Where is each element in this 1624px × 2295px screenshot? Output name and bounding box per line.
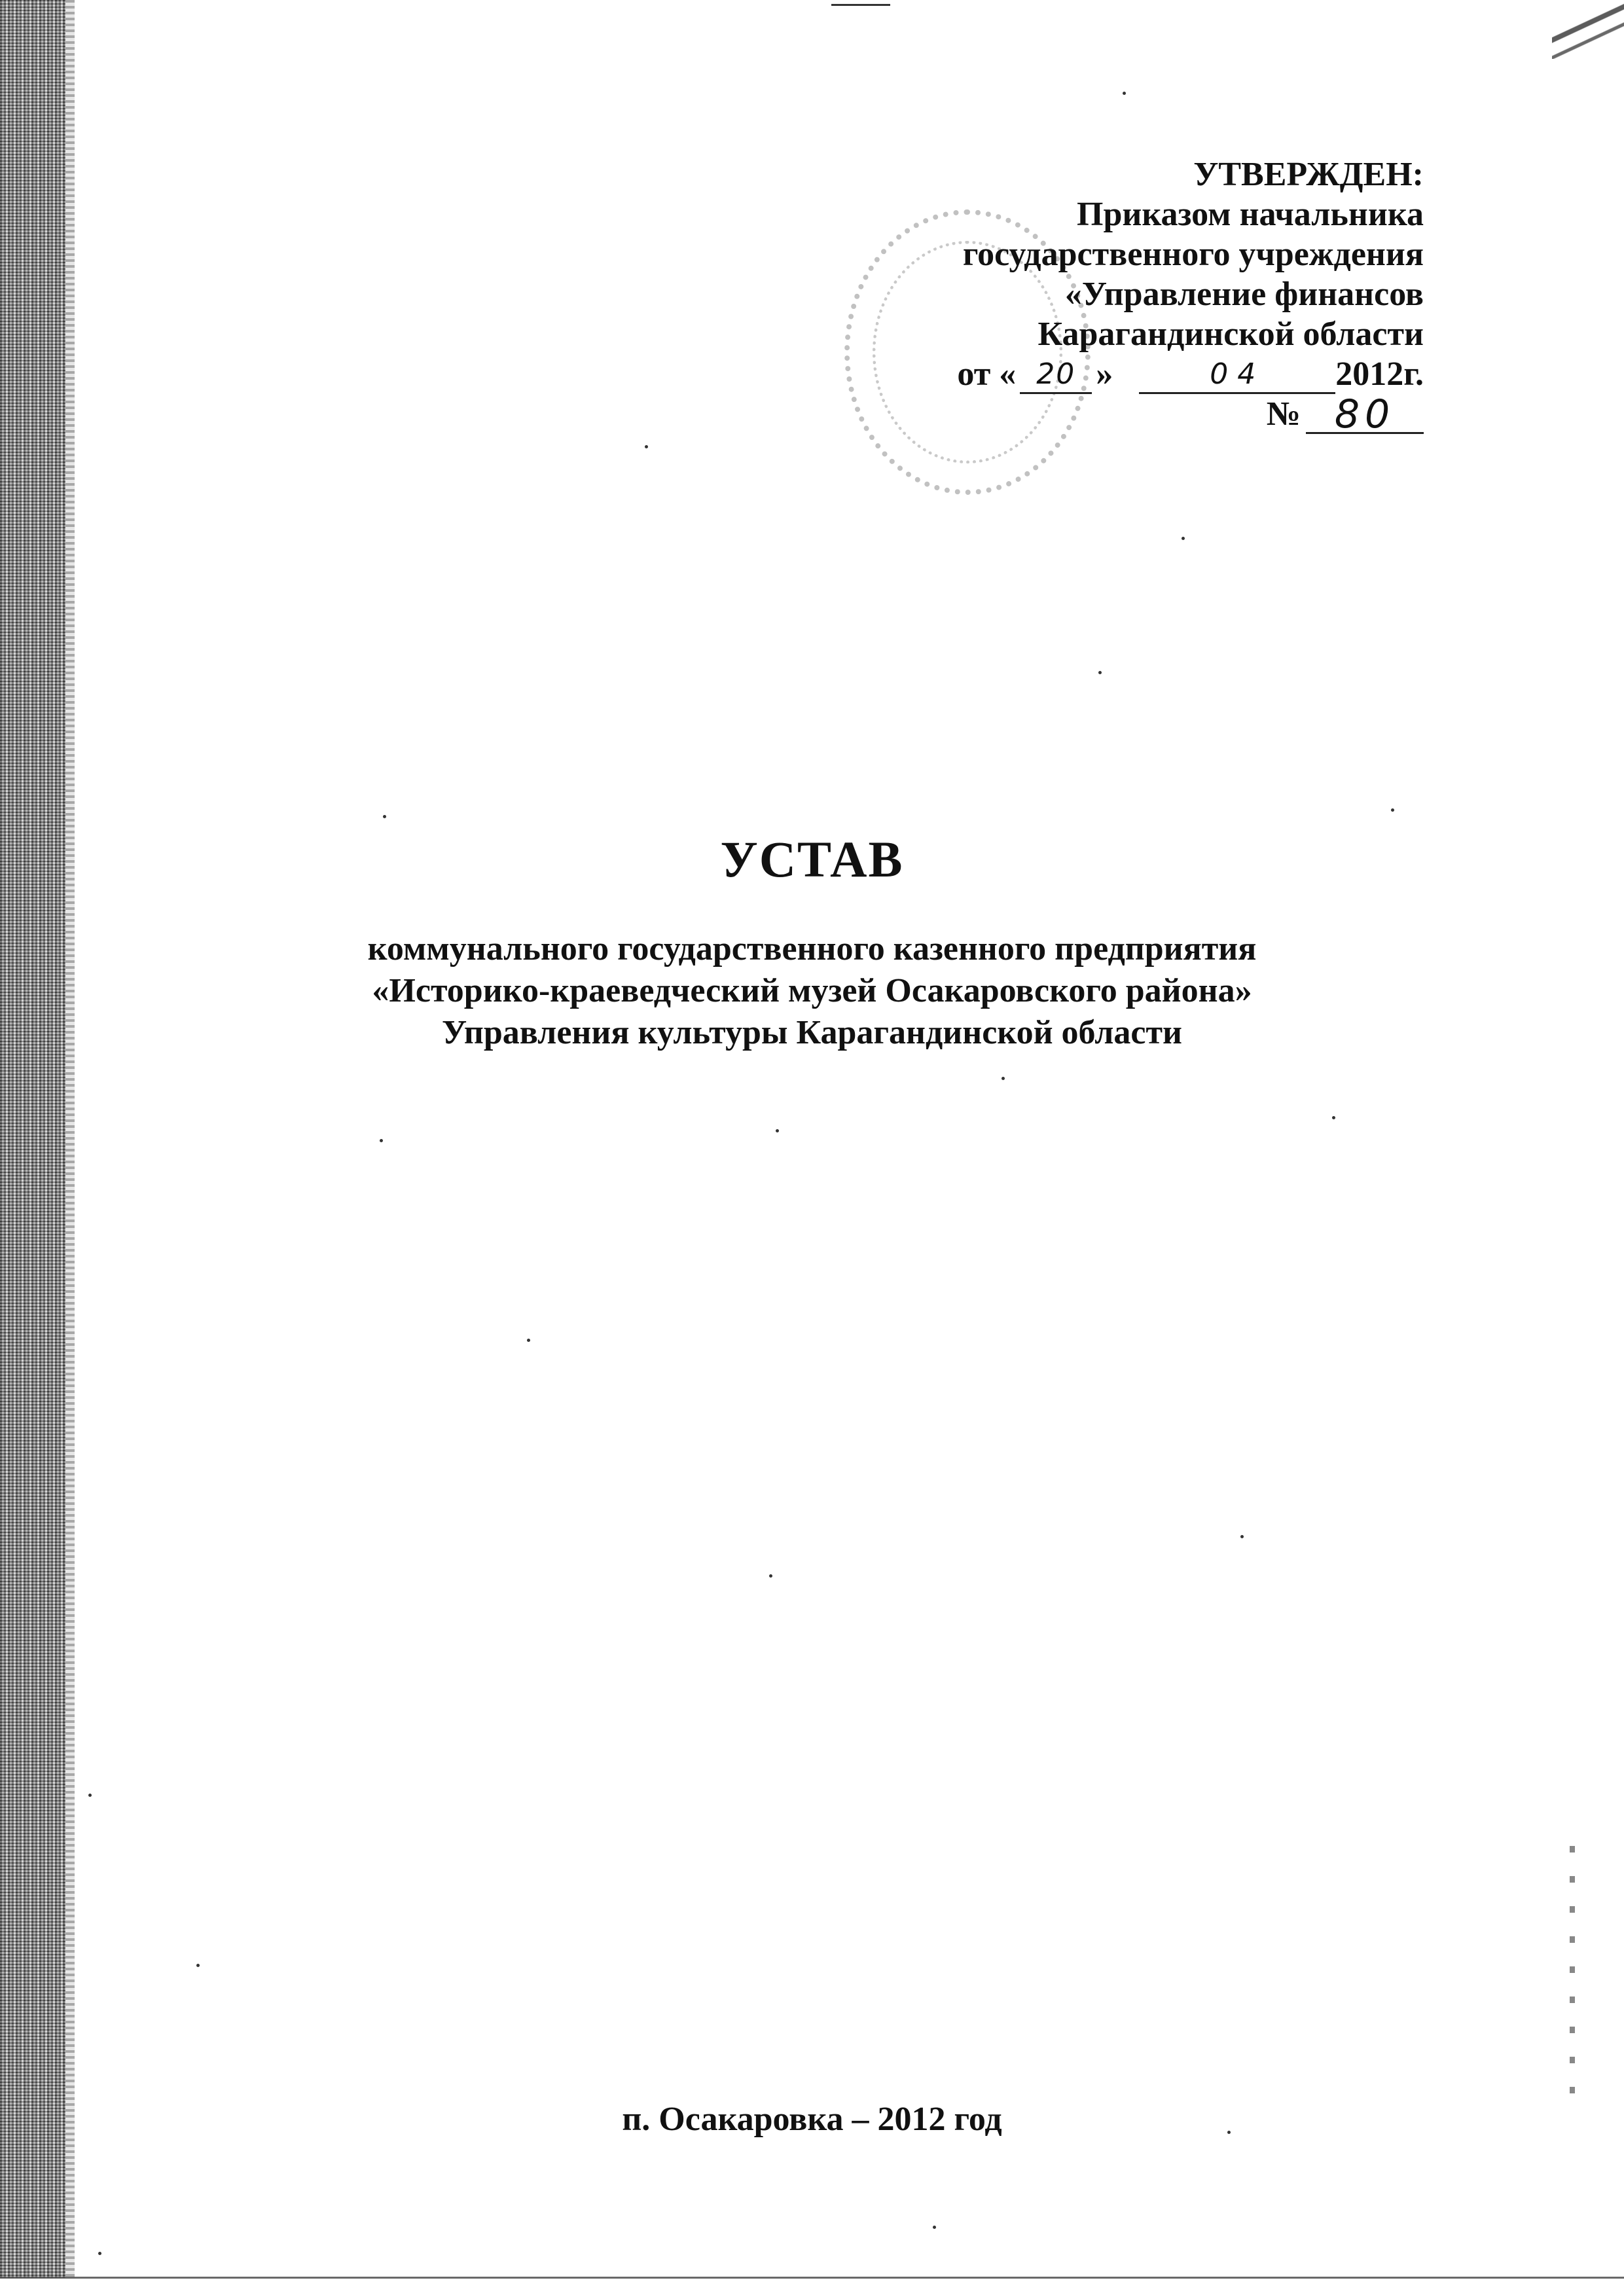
scan-speck: [1182, 537, 1185, 540]
scan-speck: [769, 1574, 772, 1578]
document-subtitle: [0, 928, 1624, 1054]
approval-line-2: государственного учреждения: [962, 236, 1424, 273]
date-year: 2012г.: [1335, 355, 1424, 393]
handwritten-day: 20: [1020, 357, 1092, 394]
scan-speck: [776, 1129, 779, 1132]
handwritten-number: 80: [1306, 397, 1424, 434]
approval-date-row: [772, 354, 1424, 394]
subtitle-line-2: «Историко-краеведческий музей Осакаровского района»: [372, 972, 1252, 1009]
scan-speck: [1332, 1116, 1335, 1119]
scan-speck: [383, 815, 386, 818]
scan-speck: [1391, 808, 1394, 812]
place-year: п. Осакаровка – 2012 год: [622, 2101, 1002, 2138]
binding-edge-scan: [0, 0, 65, 2278]
scan-speck: [527, 1339, 530, 1342]
subtitle-line-1: коммунального государственного казенного предприятия: [367, 930, 1257, 967]
approval-line-4: Карагандинской области: [1038, 316, 1424, 353]
approval-line-3: «Управление финансов: [1064, 276, 1424, 313]
approval-block: [772, 154, 1424, 437]
scan-speck: [88, 1794, 92, 1797]
approval-heading: УТВЕРЖДЕН:: [1193, 156, 1424, 193]
scan-speck: [1098, 671, 1102, 674]
document-title: УСТАВ: [720, 831, 904, 888]
subtitle-line-3: Управления культуры Карагандинской области: [442, 1014, 1182, 1051]
scan-speck: [98, 2252, 101, 2255]
date-prefix: от «: [957, 355, 1017, 393]
corner-fold-mark: [1552, 0, 1624, 59]
date-mid: »: [1096, 355, 1113, 393]
number-label: №: [1266, 395, 1301, 433]
scan-speck: [196, 1964, 200, 1967]
scan-speck: [1001, 1077, 1005, 1080]
scan-marks-right: [1570, 1846, 1575, 2095]
scan-speck: [380, 1139, 383, 1142]
scan-speck: [1240, 1535, 1244, 1538]
scan-speck: [1123, 92, 1126, 95]
handwritten-month: 04: [1139, 357, 1335, 394]
scan-speck: [645, 445, 648, 448]
approval-number-row: [772, 391, 1424, 437]
approval-line-1: Приказом начальника: [1077, 196, 1424, 233]
scan-mark-top: [831, 4, 890, 6]
scan-mark-bottom: [0, 2277, 1624, 2279]
scan-speck: [933, 2226, 936, 2229]
